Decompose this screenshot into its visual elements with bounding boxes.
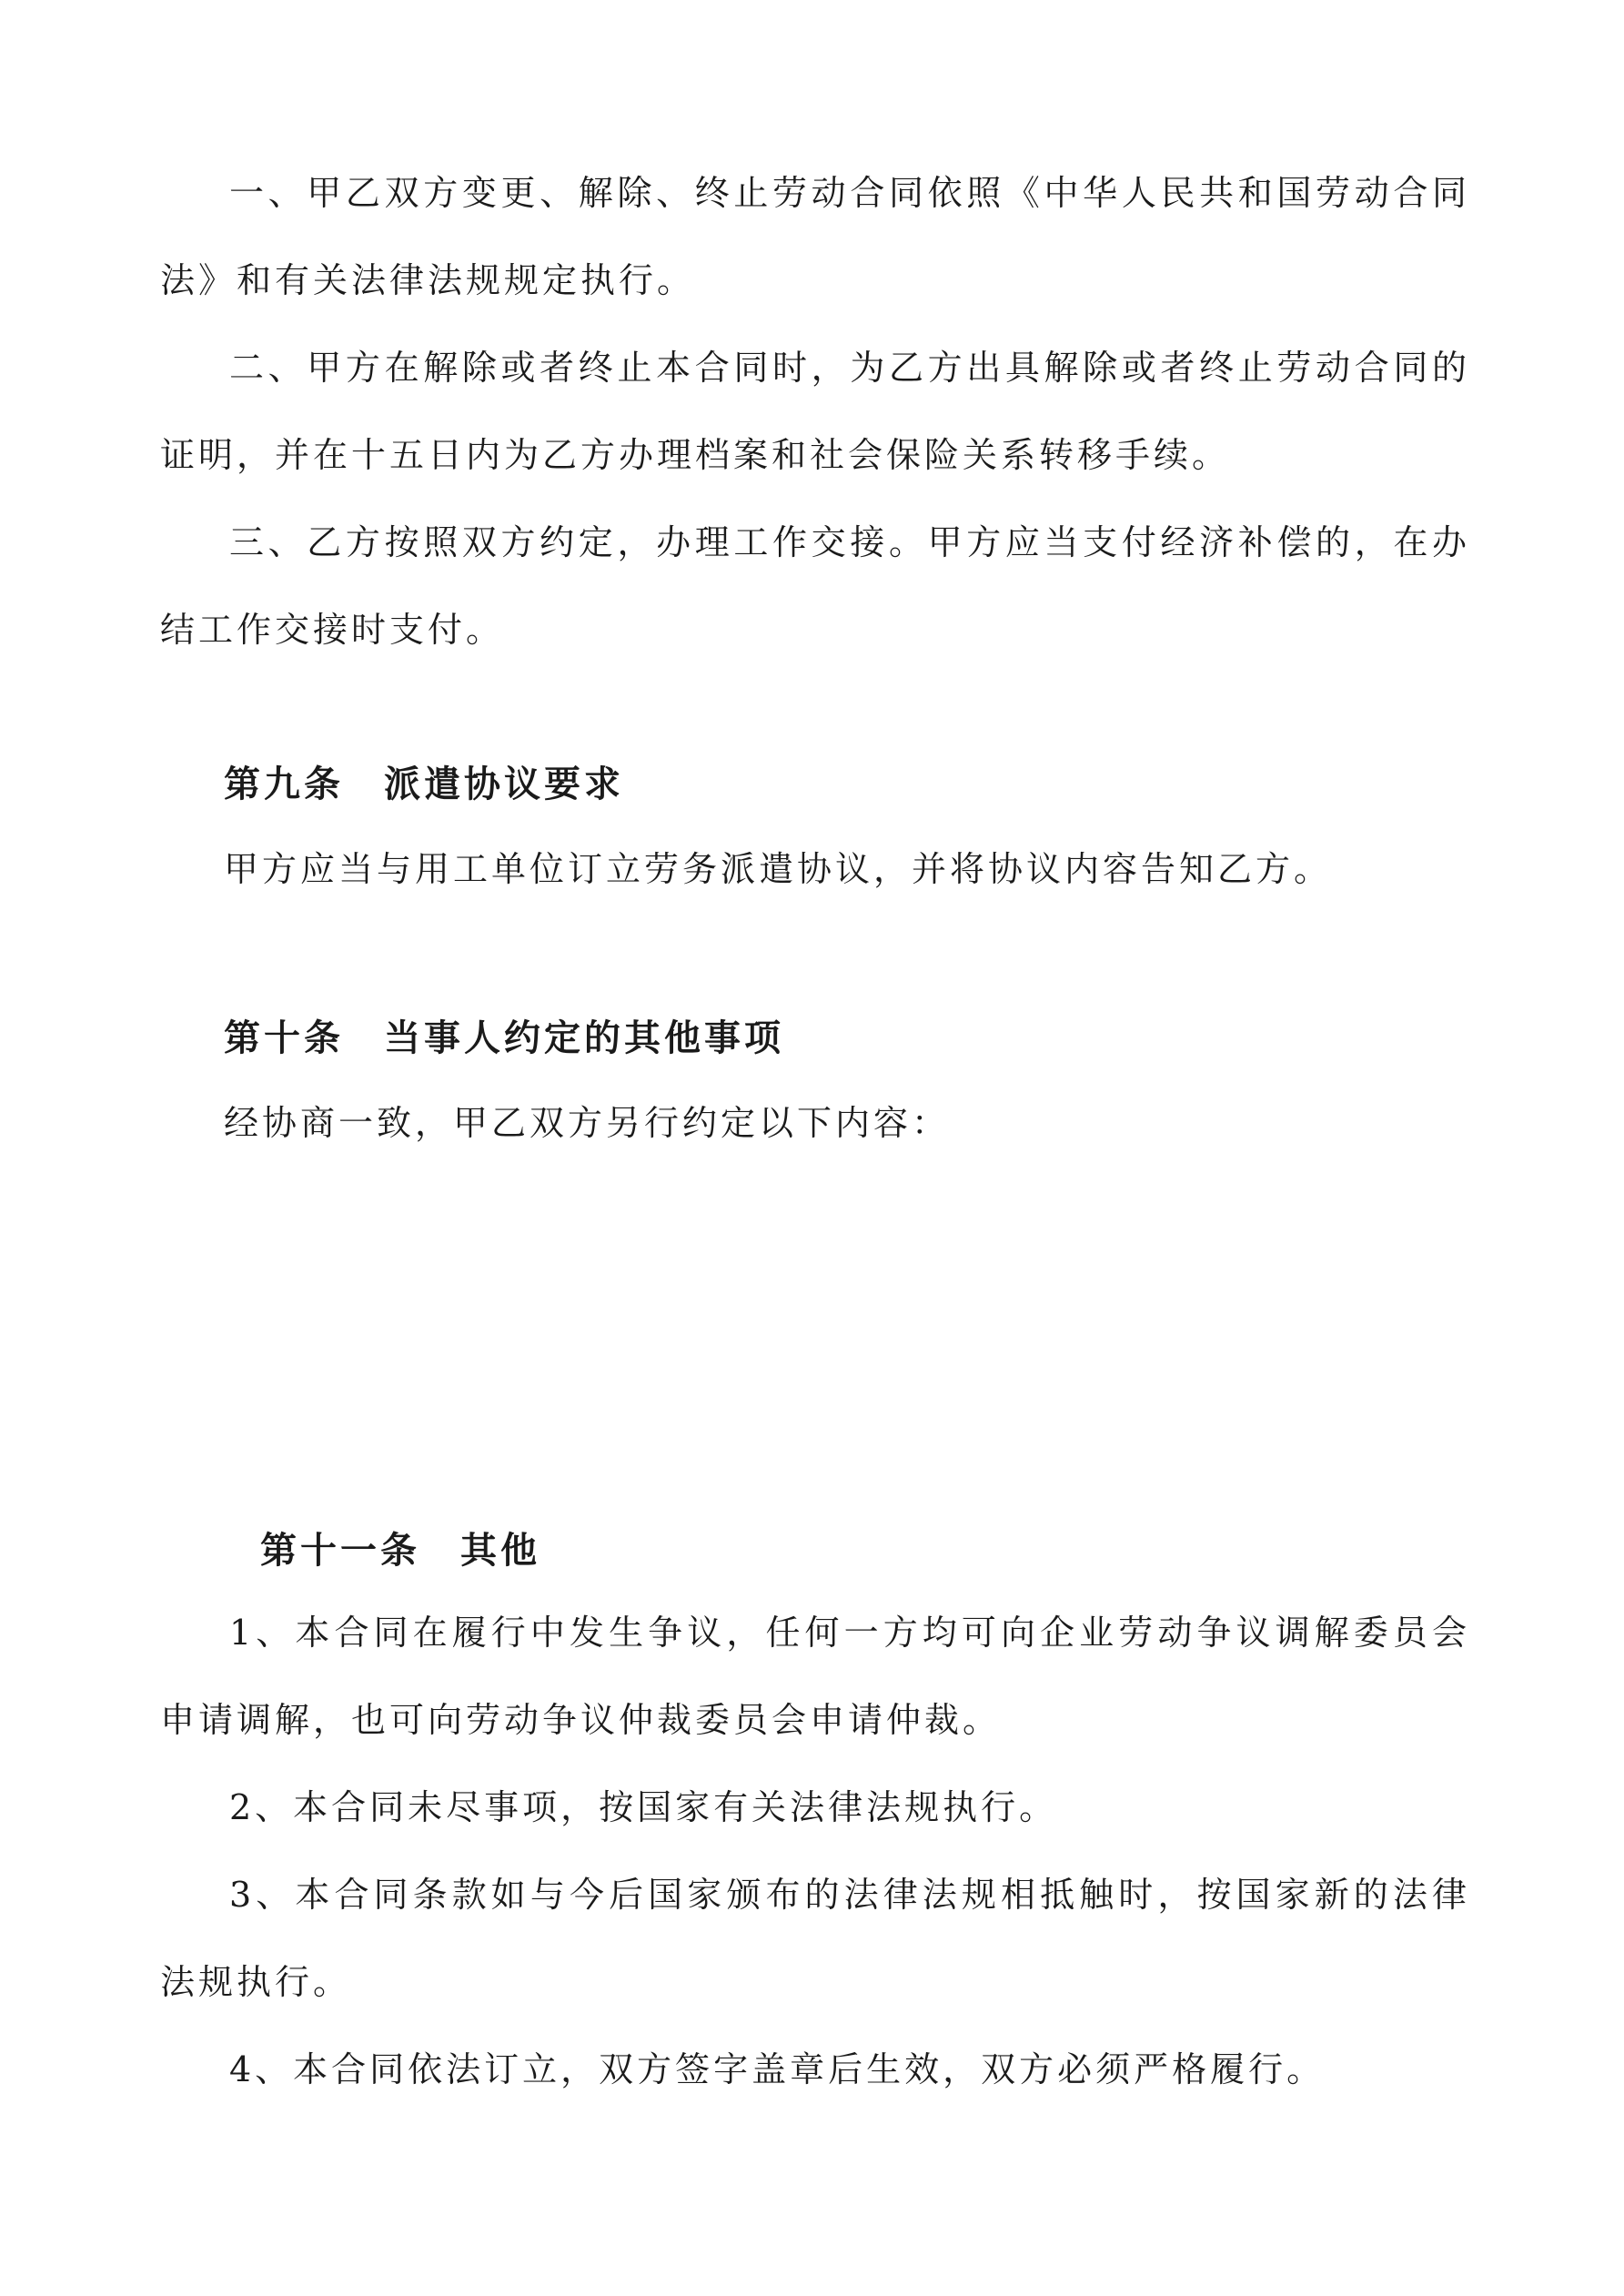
paragraph-unspecified-matters: 2、本合同未尽事项，按国家有关法律法规执行。 — [229, 1787, 1058, 1827]
paragraph-dispute-resolution: 1、本合同在履行中发生争议，任何一方均可向企业劳动争议调解委员会申请调解，也可向劳动争议仲裁委员会申请仲裁。 — [160, 1613, 1470, 1740]
paragraph-termination-certificate: 二、甲方在解除或者终止本合同时，为乙方出具解除或者终止劳动合同的证明，并在十五日内为乙方办理档案和社会保险关系转移手续。 — [160, 348, 1470, 475]
paragraph-effectiveness: 4、本合同依法订立，双方签字盖章后生效，双方必须严格履行。 — [229, 2049, 1326, 2089]
section-heading-dispatch-agreement: 第九条 派遣协议要求 — [224, 763, 624, 805]
section-heading-others: 第十一条 其他 — [260, 1529, 540, 1572]
section-heading-other-matters: 第十条 当事人约定的其他事项 — [224, 1017, 784, 1059]
paragraph-termination-law: 一、甲乙双方变更、解除、终止劳动合同依照《中华人民共和国劳动合同法》和有关法律法规规定执行。 — [160, 173, 1470, 300]
paragraph-other-matters: 经协商一致，甲乙双方另行约定以下内容： — [224, 1103, 951, 1143]
paragraph-work-handover: 三、乙方按照双方约定，办理工作交接。甲方应当支付经济补偿的，在办结工作交接时支付。 — [160, 522, 1470, 650]
paragraph-dispatch-agreement: 甲方应当与用工单位订立劳务派遣协议，并将协议内容告知乙方。 — [224, 849, 1333, 889]
paragraph-conflict-with-law: 3、本合同条款如与今后国家颁布的法律法规相抵触时，按国家新的法律法规执行。 — [160, 1875, 1470, 2002]
